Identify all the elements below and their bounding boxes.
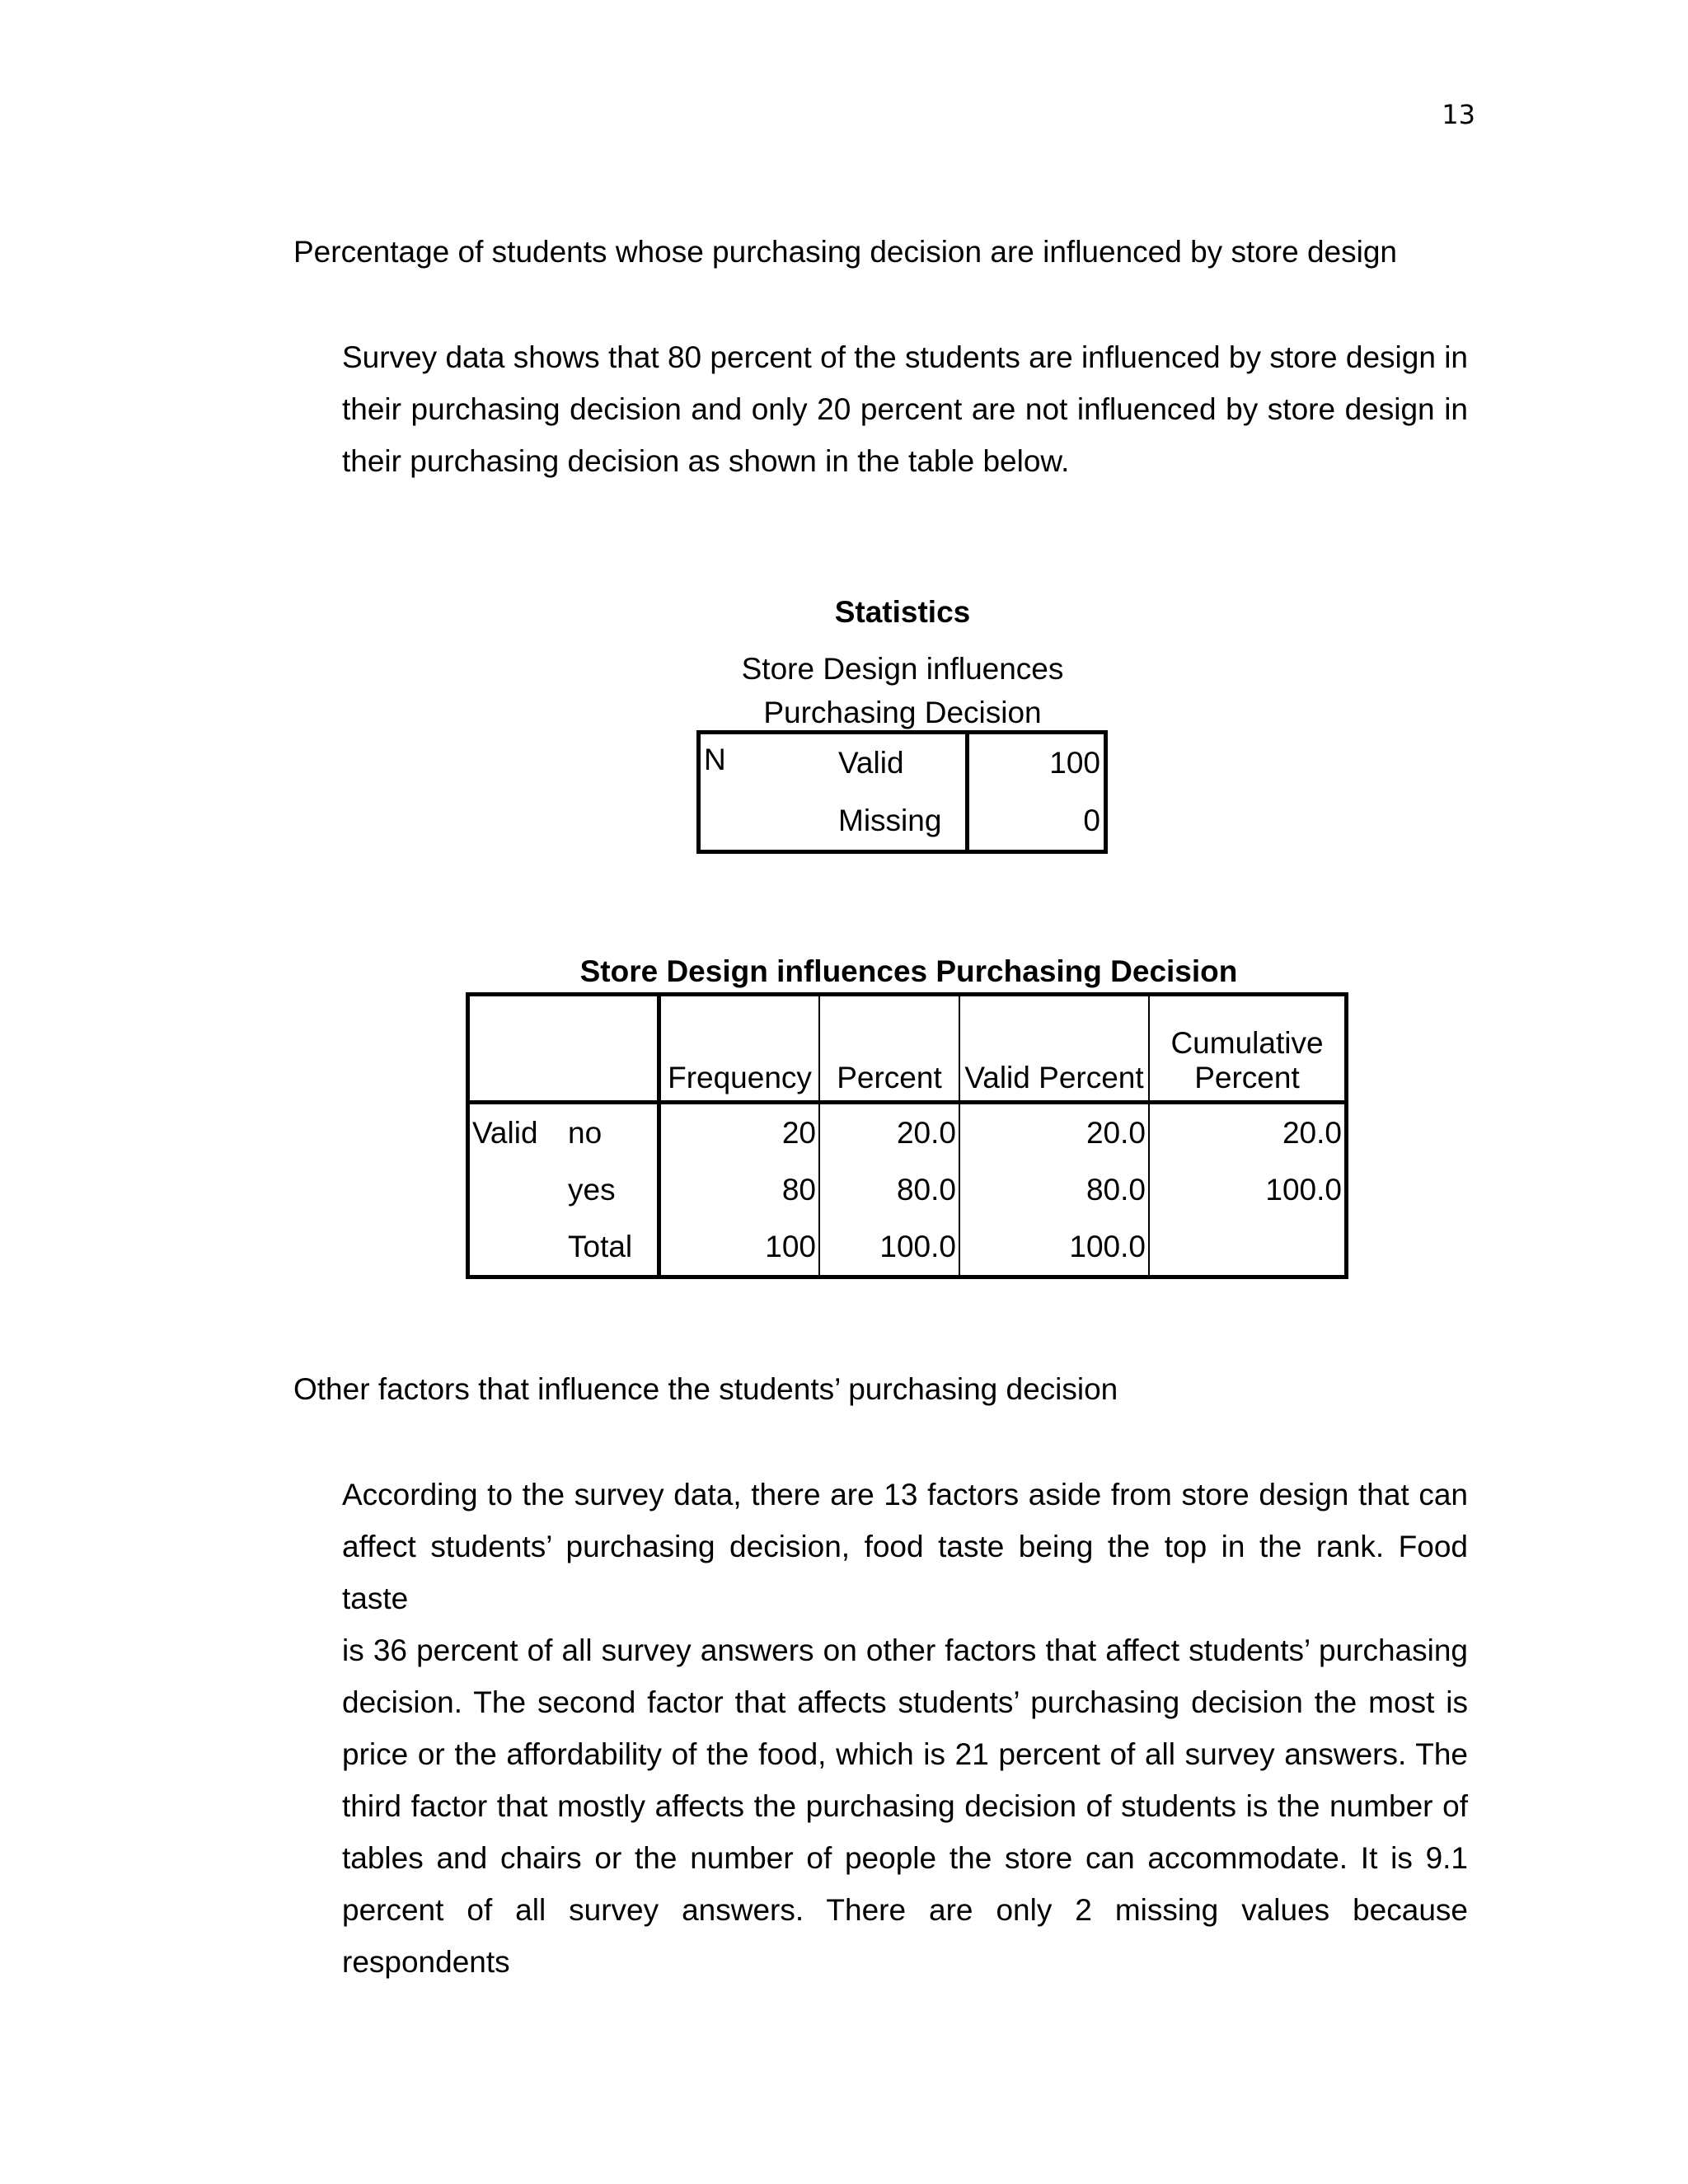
- header-frequency: Frequency: [659, 995, 820, 1103]
- statistics-title: Statistics: [834, 595, 971, 629]
- row-value: 100: [968, 733, 1106, 793]
- header-valid-percent: Valid Percent: [959, 995, 1149, 1103]
- row-value: 0: [968, 792, 1106, 852]
- header-line: Percent: [1194, 1061, 1300, 1094]
- statistics-subtitle-line: Store Design influences: [741, 652, 1064, 686]
- cell-frequency: 20: [659, 1103, 820, 1162]
- section-heading-other-factors: Other factors that influence the students’ purchasing decision: [293, 1372, 1118, 1406]
- cell-percent: 100.0: [819, 1218, 959, 1277]
- cell-percent: 80.0: [819, 1161, 959, 1218]
- frequency-table: [466, 992, 1348, 1279]
- table-row: [468, 1103, 1347, 1162]
- cell-percent: 20.0: [819, 1103, 959, 1162]
- header-cumulative-percent: [1149, 995, 1347, 1103]
- table-header-row: [468, 995, 1347, 1103]
- paragraph-store-design: [342, 331, 1468, 487]
- n-label: N: [704, 743, 726, 776]
- cell-valid-percent: 80.0: [959, 1161, 1149, 1218]
- paragraph-line: decision. The second factor that affects students’ purchasing decision the most is: [342, 1685, 1468, 1719]
- cell-frequency: 100: [659, 1218, 820, 1277]
- cell-cumulative: [1149, 1218, 1347, 1277]
- row-label: Total: [568, 1229, 633, 1263]
- row-label: Valid: [838, 746, 904, 780]
- table-row: [699, 733, 1106, 793]
- header-cell-empty: [468, 995, 566, 1103]
- frequency-table-title: Store Design influences Purchasing Decision: [579, 954, 1238, 988]
- paragraph-line: their purchasing decision and only 20 percent are not influenced by store design in: [342, 392, 1468, 426]
- page-number: 13: [1442, 99, 1475, 130]
- cell-cumulative: 100.0: [1149, 1161, 1347, 1218]
- paragraph-line: is 36 percent of all survey answers on other factors that affect students’ purchasing: [342, 1633, 1468, 1667]
- paragraph-line: third factor that mostly affects the purchasing decision of students is the number of: [342, 1789, 1468, 1823]
- paragraph-line: price or the affordability of the food, which is 21 percent of all survey answers. The: [342, 1737, 1468, 1771]
- group-label-empty: [468, 1161, 566, 1218]
- cell-cumulative: 20.0: [1149, 1103, 1347, 1162]
- paragraph-line: their purchasing decision as shown in the table below.: [342, 444, 1070, 478]
- section-heading-store-design: Percentage of students whose purchasing decision are influenced by store design: [293, 235, 1398, 269]
- cell-valid-percent: 20.0: [959, 1103, 1149, 1162]
- header-percent: Percent: [819, 995, 959, 1103]
- paragraph-line: According to the survey data, there are 13 factors aside from store design that can: [342, 1478, 1468, 1511]
- statistics-subtitle: [696, 647, 1109, 734]
- statistics-table: [696, 730, 1108, 854]
- paragraph-other-factors: [342, 1469, 1468, 1988]
- row-label: yes: [568, 1172, 616, 1207]
- row-label: Missing: [838, 804, 942, 837]
- group-label-empty: [468, 1218, 566, 1277]
- cell-valid-percent: 100.0: [959, 1218, 1149, 1277]
- paragraph-line: tables and chairs or the number of people the store can accommodate. It is 9.1: [342, 1841, 1468, 1875]
- paragraph-line: percent of all survey answers. There are only 2 missing values because respondents: [342, 1893, 1468, 1979]
- table-row: [468, 1218, 1347, 1277]
- group-label: Valid: [472, 1115, 538, 1150]
- paragraph-line: Survey data shows that 80 percent of the students are influenced by store design in: [342, 340, 1468, 374]
- header-cell-empty: [565, 995, 659, 1103]
- cell-frequency: 80: [659, 1161, 820, 1218]
- statistics-subtitle-line: Purchasing Decision: [763, 696, 1042, 729]
- paragraph-line: affect students’ purchasing decision, food taste being the top in the rank. Food taste: [342, 1530, 1468, 1615]
- header-line: Cumulative: [1170, 1026, 1324, 1060]
- row-label: no: [568, 1115, 603, 1150]
- table-row: [468, 1161, 1347, 1218]
